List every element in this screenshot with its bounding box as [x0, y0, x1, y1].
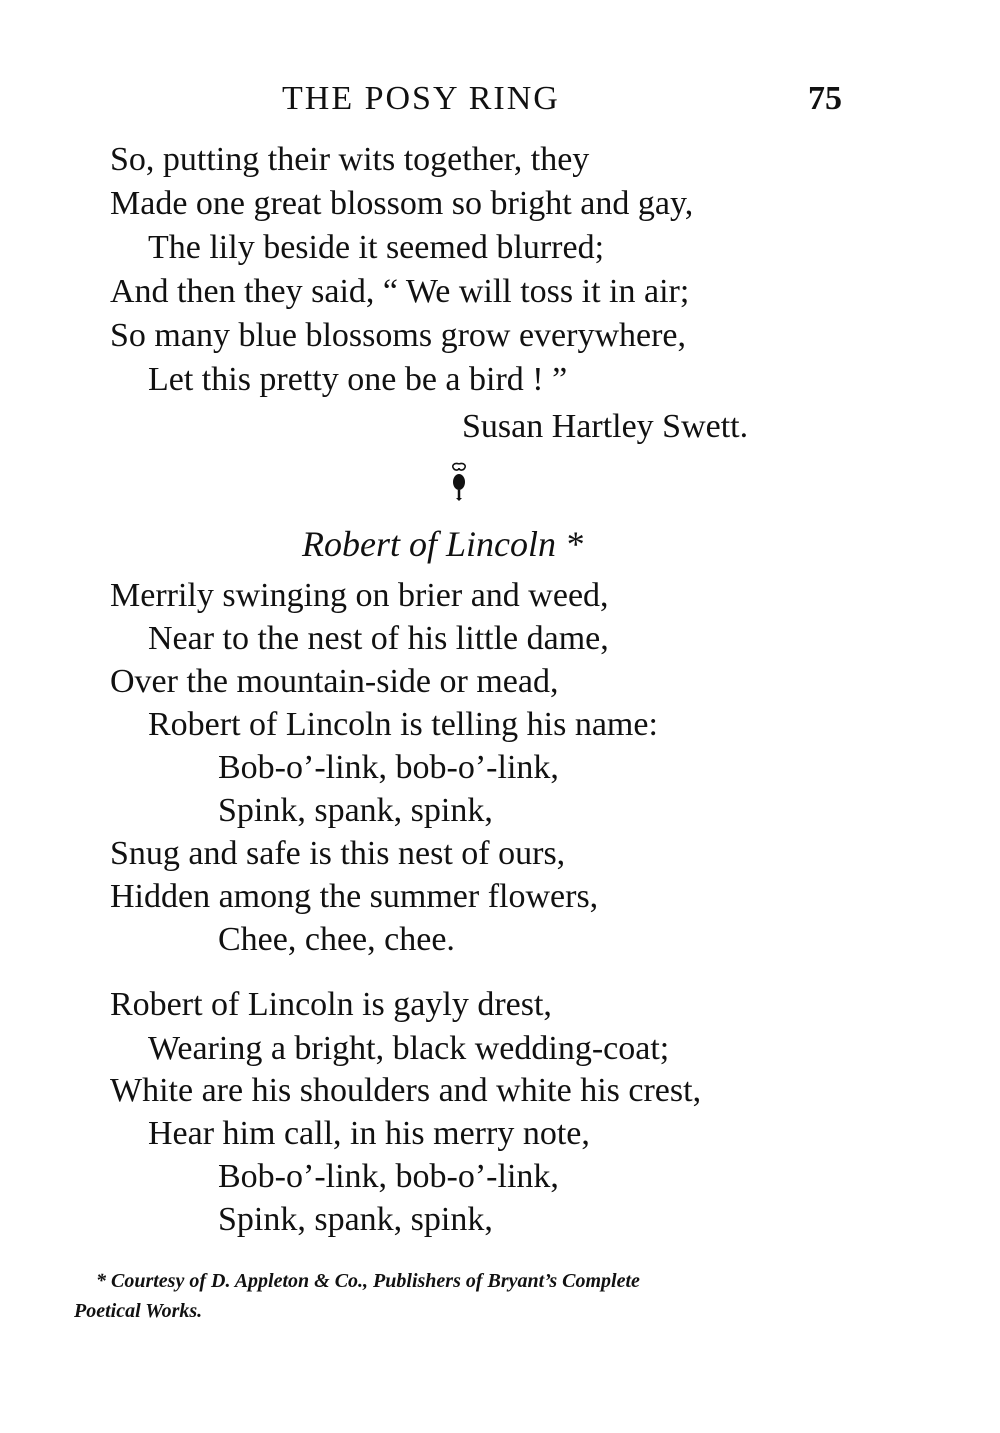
running-title: THE POSY RING: [282, 80, 560, 117]
poem-line: Robert of Lincoln is telling his name:: [148, 706, 658, 743]
poem-line: So many blue blossoms grow everywhere,: [110, 317, 687, 354]
poem-line: Spink, spank, spink,: [218, 1201, 493, 1238]
poem-line: Bob-o’-link, bob-o’-link,: [218, 749, 559, 786]
poem-title: Robert of Lincoln *: [302, 524, 583, 564]
footnote-line: * Courtesy of D. Appleton & Co., Publishers of Bryant’s Complete: [96, 1270, 640, 1292]
poem-line: Spink, spank, spink,: [218, 792, 493, 829]
poem-author: Susan Hartley Swett.: [462, 408, 749, 445]
poem-line: Hear him call, in his merry note,: [148, 1115, 590, 1152]
poem-line: Chee, chee, chee.: [218, 921, 455, 958]
poem-line: Snug and safe is this nest of ours,: [110, 835, 566, 872]
poem-line: Near to the nest of his little dame,: [148, 620, 609, 657]
poem-line: Wearing a bright, black wedding-coat;: [148, 1030, 670, 1067]
poem-line: Made one great blossom so bright and gay,: [110, 185, 694, 222]
footnote-line: Poetical Works.: [74, 1300, 203, 1322]
page-number: 75: [808, 80, 842, 117]
poem-line: Robert of Lincoln is gayly drest,: [110, 986, 552, 1023]
floral-ornament-icon: [444, 460, 474, 502]
poem-line: White are his shoulders and white his crest,: [110, 1072, 702, 1109]
poem-line: Bob-o’-link, bob-o’-link,: [218, 1158, 559, 1195]
poem-line: So, putting their wits together, they: [110, 141, 590, 178]
poem-line: Let this pretty one be a bird ! ”: [148, 361, 568, 398]
poem-line: The lily beside it seemed blurred;: [148, 229, 605, 266]
poem-line: And then they said, “ We will toss it in air;: [110, 273, 690, 310]
poem-line: Merrily swinging on brier and weed,: [110, 577, 609, 614]
poem-line: Over the mountain-side or mead,: [110, 663, 559, 700]
poem-line: Hidden among the summer flowers,: [110, 878, 599, 915]
